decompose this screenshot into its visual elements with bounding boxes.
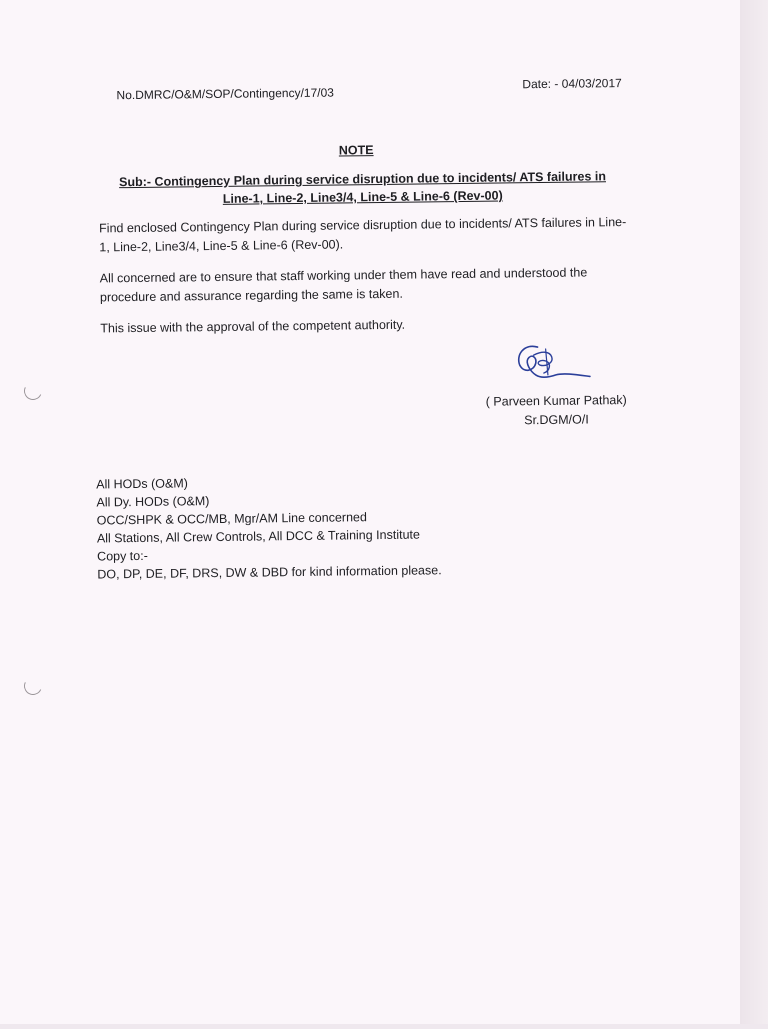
subject-line: Sub:- Contingency Plan during service disruption due to incidents/ ATS failures in: [119, 169, 607, 190]
handwritten-signature: [506, 340, 597, 391]
document-date: Date: - 04/03/2017: [522, 76, 622, 92]
recipient-line: All HODs (O&M): [96, 476, 188, 492]
recipient-line: All Stations, All Crew Controls, All DCC & Training Institute: [96, 527, 421, 546]
note-title: NOTE: [338, 143, 374, 158]
subject: [106, 167, 618, 209]
recipient-line: All Dy. HODs (O&M): [96, 494, 210, 510]
subject-line: Line-1, Line-2, Line3/4, Line-5 & Line-6 (Rev-00): [222, 188, 503, 206]
distribution-list: [96, 471, 442, 583]
body-paragraph: All concerned are to ensure that staff working under them have read and understood the procedure and assurance regarding the same is taken.: [99, 265, 588, 305]
recipient-line: DO, DP, DE, DF, DRS, DW & DBD for kind information please.: [97, 563, 442, 582]
signatory-name: ( Parveen Kumar Pathak): [485, 392, 627, 409]
signatory-block: [461, 391, 651, 431]
body-paragraph: Find enclosed Contingency Plan during service disruption due to incidents/ ATS failures in Line-1, Line-2, Line3/4, Line-5 & Line-6 (Rev-00).: [99, 214, 627, 255]
recipient-line: OCC/SHPK & OCC/MB, Mgr/AM Line concerned: [96, 510, 367, 528]
copy-to-label: Copy to:-: [97, 548, 148, 564]
signatory-designation: Sr.DGM/O/I: [524, 412, 589, 428]
reference-number: No.DMRC/O&M/SOP/Contingency/17/03: [116, 85, 334, 103]
body-paragraph: This issue with the approval of the competent authority.: [100, 317, 406, 336]
